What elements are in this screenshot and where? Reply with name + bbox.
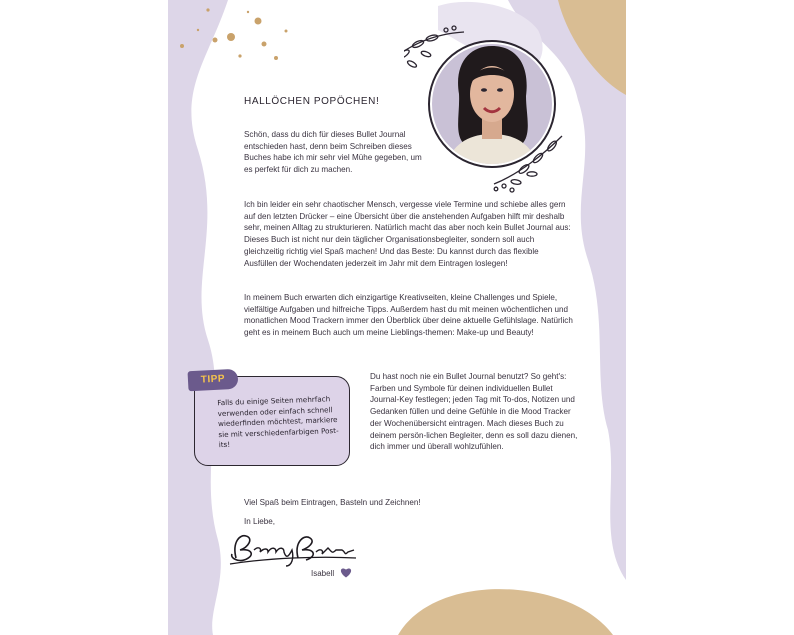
- journal-page: [168, 0, 626, 635]
- closing-line: Viel Spaß beim Eintragen, Basteln und Zeichnen!: [244, 498, 421, 507]
- paragraph-howto: Du hast noch nie ein Bullet Journal benutzt? So geht's: Farben und Symbole für deinen individuellen Bullet Journal-Key festlegen; jeden Tag mit To-dos, Notizen und Gedanken füllen und deine Gefühle in die Mood Tracker der Wochenübersicht eintragen. Mach dieses Buch zu deinem persön-lichen Begleiter, denn es soll dazu dienen, dich immer und überall wohlzufühlen.: [370, 372, 578, 452]
- portrait-illustration: [404, 24, 564, 199]
- paragraph-content: In meinem Buch erwarten dich einzigartige Kreativseiten, kleine Challenges und Spiele, vielfältige Aufgaben und hilfreiche Tipps. Außerdem hast du mit meinen wöchentlichen und monatlichen Mood Trackern immer den Überblick über deine aktuelle Gefühlslage. Natürlich geht es in meinem Buch auch um meine Lieblings-themen: Make-up und Beauty!: [244, 293, 573, 338]
- author-name: Isabell: [311, 569, 335, 578]
- signature: [228, 528, 358, 568]
- page-heading: HALLÖCHEN POPÖCHEN!: [244, 96, 380, 107]
- paragraph-chaos: Ich bin leider ein sehr chaotischer Mensch, vergesse viele Termine und schiebe alles gern auf den letzten Drücker – eine Übersicht über die anstehenden Aufgaben hilft mir deshalb sehr, meinen Alltag zu strukturieren. Natürlich macht das aber noch kein Bullet Journal aus: Dieses Buch ist nicht nur dein täglicher Organisationsbegleiter, sondern soll auch gleichzeitig richtig viel Spaß machen! Und das Beste: Du kannst durch das flexible Ausfüllen der Wochendaten jederzeit im Jahr mit dem Eintragen loslegen!: [244, 200, 571, 268]
- heart-icon: [340, 567, 352, 578]
- intro-paragraph: Schön, dass du dich für dieses Bullet Journal entschieden hast, denn beim Schreiben dieses Buches habe ich mir sehr viel Mühe gegeben, um es perfekt für dich zu machen.: [244, 130, 422, 175]
- closing-greeting: In Liebe,: [244, 517, 276, 526]
- lavender-wave-left: [168, 0, 228, 635]
- tip-label: TIPP: [188, 369, 239, 392]
- tan-shape-bottom: [398, 589, 613, 635]
- tip-text: Falls du einige Seiten mehrfach verwenden oder einfach schnell wiederfinden möchtest, markiere sie mit verschiedenfarbigen Post-its!: [217, 394, 339, 450]
